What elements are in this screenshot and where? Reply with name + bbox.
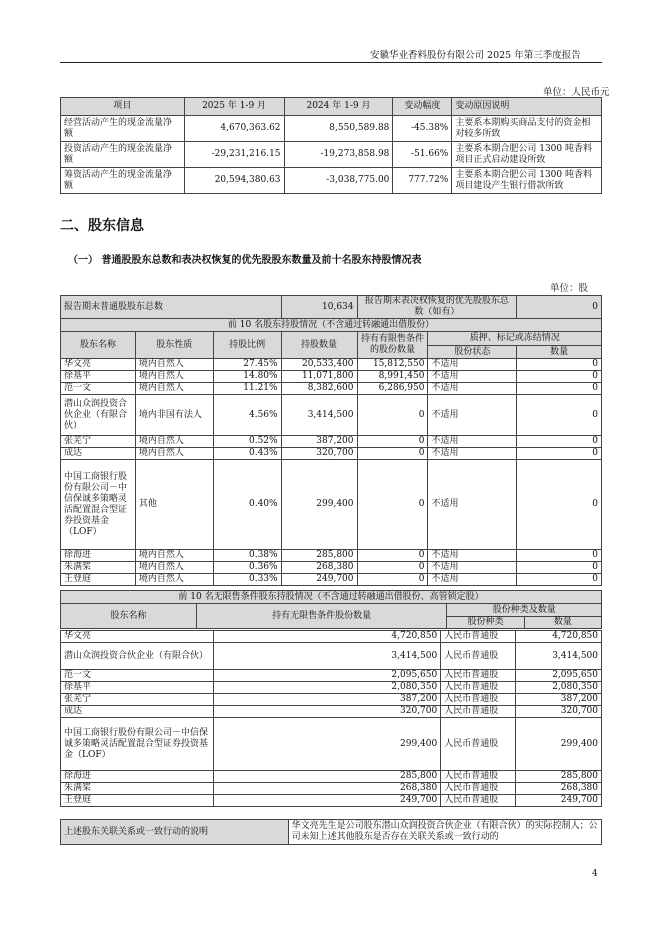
shareholder-ratio: 0.38% <box>213 550 281 562</box>
pledge-qty: 0 <box>517 460 602 550</box>
u-name: 张芜宁 <box>61 694 214 706</box>
u-name: 潜山众润投资合伙企业（有限合伙） <box>61 643 214 670</box>
u-qty: 4,720,850 <box>516 631 602 643</box>
shareholder-quantity: 3,414,500 <box>281 395 357 436</box>
table-row <box>61 550 602 562</box>
shareholder-restricted: 0 <box>357 436 428 448</box>
col-pledge-qty: 数量 <box>517 346 602 359</box>
shareholder-quantity: 299,400 <box>281 460 357 550</box>
shareholder-ratio: 14.80% <box>213 371 281 383</box>
pledge-status: 不适用 <box>428 460 517 550</box>
table-row <box>61 783 602 795</box>
cashflow-change: -45.38% <box>393 116 452 142</box>
u-col-name: 股东名称 <box>61 604 197 629</box>
top10-title-row <box>61 319 602 332</box>
shareholder-ratio: 27.45% <box>213 359 281 371</box>
table-row <box>61 670 602 682</box>
u-quantity: 2,095,650 <box>213 670 441 682</box>
shareholder-name: 王登庭 <box>61 574 136 586</box>
page-number: 4 <box>592 869 598 879</box>
unrestricted-body-table <box>60 630 602 807</box>
shareholder-nature: 境内自然人 <box>135 359 213 371</box>
u-name: 徐基平 <box>61 682 214 694</box>
shareholder-restricted: 8,991,450 <box>357 371 428 383</box>
shareholder-nature: 境内自然人 <box>135 436 213 448</box>
header-rule <box>60 62 602 63</box>
u-qty: 2,095,650 <box>516 670 602 682</box>
shareholder-name: 张芜宁 <box>61 436 136 448</box>
cashflow-reason: 主要系本期合肥公司 1300 吨香料项目建设产生银行借款所致 <box>452 168 602 194</box>
shareholder-restricted: 0 <box>357 562 428 574</box>
u-qty: 268,380 <box>516 783 602 795</box>
cashflow-change: -51.66% <box>393 142 452 168</box>
shareholder-quantity: 11,071,800 <box>281 371 357 383</box>
cashflow-value-2024: 8,550,589.88 <box>284 116 393 142</box>
shareholder-ratio: 0.36% <box>213 562 281 574</box>
pledge-qty: 0 <box>517 448 602 460</box>
total-shareholders-label: 报告期末普通股股东总数 <box>61 296 282 319</box>
table-row <box>61 395 602 436</box>
table-row <box>61 562 602 574</box>
shareholder-nature: 境内自然人 <box>135 371 213 383</box>
col-pledge-group: 质押、标记或冻结情况 <box>428 332 602 346</box>
total-shareholders-value: 10,634 <box>281 296 357 319</box>
relation-row <box>61 820 602 845</box>
u-name: 华文亮 <box>61 631 214 643</box>
u-type: 人民币普通股 <box>441 694 516 706</box>
shareholder-ratio: 0.43% <box>213 448 281 460</box>
cashflow-value-2025: -29,231,216.15 <box>184 142 284 168</box>
u-qty: 3,414,500 <box>516 643 602 670</box>
page-header: 安徽华业香料股份有限公司 2025 年第三季度报告 <box>370 50 581 61</box>
u-type: 人民币普通股 <box>441 631 516 643</box>
table-row <box>61 116 602 142</box>
cashflow-table <box>60 97 602 194</box>
pledge-status: 不适用 <box>428 359 517 371</box>
shareholder-name: 潜山众润投资合伙企业（有限合伙） <box>61 395 136 436</box>
shareholder-nature: 境内自然人 <box>135 550 213 562</box>
preferred-shareholders-value: 0 <box>517 296 602 319</box>
shareholder-name: 范一文 <box>61 383 136 395</box>
u-type: 人民币普通股 <box>441 795 516 807</box>
u-col-quantity: 持有无限售条件股份数量 <box>196 604 447 629</box>
shareholder-nature: 其他 <box>135 460 213 550</box>
section-title: 二、股东信息 <box>60 218 144 234</box>
preferred-shareholders-label: 报告期末表决权恢复的优先股股东总数（如有） <box>357 296 517 319</box>
u-name: 范一文 <box>61 670 214 682</box>
table-row <box>61 383 602 395</box>
u-type: 人民币普通股 <box>441 643 516 670</box>
pledge-qty: 0 <box>517 395 602 436</box>
shareholder-name: 朱满桨 <box>61 562 136 574</box>
relation-text: 华文亮先生是公司股东潜山众润投资合伙企业（有限合伙）的实际控制人；公司未知上述其他股东是否存在关联关系或一致行动的 <box>288 820 601 845</box>
u-quantity: 2,080,350 <box>213 682 441 694</box>
u-qty: 2,080,350 <box>516 682 602 694</box>
cashflow-reason: 主要系本期合肥公司 1300 吨香料项目正式启动建设所致 <box>452 142 602 168</box>
pledge-qty: 0 <box>517 383 602 395</box>
table-row <box>61 706 602 718</box>
shareholder-nature: 境内自然人 <box>135 383 213 395</box>
pledge-status: 不适用 <box>428 371 517 383</box>
shareholder-restricted: 6,286,950 <box>357 383 428 395</box>
u-name: 徐海进 <box>61 771 214 783</box>
u-qty: 249,700 <box>516 795 602 807</box>
top10-title: 前 10 名股东持股情况（不含通过转融通出借股份） <box>61 319 602 332</box>
relation-label: 上述股东关联关系或一致行动的说明 <box>61 820 289 845</box>
pledge-status: 不适用 <box>428 383 517 395</box>
unrestricted-table <box>60 590 602 629</box>
u-type: 人民币普通股 <box>441 783 516 795</box>
col-ratio: 持股比例 <box>213 332 281 359</box>
col-pledge-status: 股份状态 <box>428 346 517 359</box>
cashflow-value-2024: -3,038,775.00 <box>284 168 393 194</box>
unrestricted-title: 前 10 名无限售条件股东持股情况（不含通过转融通出借股份、高管锁定股） <box>61 591 602 604</box>
table-row <box>61 448 602 460</box>
cashflow-value-2024: -19,273,858.98 <box>284 142 393 168</box>
table-row <box>61 631 602 643</box>
u-quantity: 249,700 <box>213 795 441 807</box>
shareholder-nature: 境内自然人 <box>135 448 213 460</box>
table-row <box>61 682 602 694</box>
pledge-status: 不适用 <box>428 395 517 436</box>
shareholder-ratio: 0.40% <box>213 460 281 550</box>
cashflow-unit: 单位：人民币元 <box>543 87 610 98</box>
u-type: 人民币普通股 <box>441 670 516 682</box>
u-quantity: 3,414,500 <box>213 643 441 670</box>
u-qty: 320,700 <box>516 706 602 718</box>
u-quantity: 387,200 <box>213 694 441 706</box>
shareholder-quantity: 249,700 <box>281 574 357 586</box>
u-name: 朱满桨 <box>61 783 214 795</box>
table-row <box>61 359 602 371</box>
u-qty: 285,800 <box>516 771 602 783</box>
cashflow-value-2025: 20,594,380.63 <box>184 168 284 194</box>
shareholder-ratio: 0.33% <box>213 574 281 586</box>
shareholder-total-row <box>61 296 602 319</box>
cashflow-header-row <box>61 98 602 116</box>
table-row <box>61 436 602 448</box>
u-col-type-group: 股份种类及数量 <box>447 604 602 617</box>
shareholder-restricted: 0 <box>357 448 428 460</box>
subsection-title: （一） 普通股股东总数和表决权恢复的优先股股东数量及前十名股东持股情况表 <box>68 255 422 266</box>
pledge-qty: 0 <box>517 359 602 371</box>
shareholders-header-row <box>61 332 602 346</box>
shareholders-unit: 单位：股 <box>550 283 589 294</box>
table-row <box>61 718 602 771</box>
u-type: 人民币普通股 <box>441 706 516 718</box>
pledge-qty: 0 <box>517 562 602 574</box>
pledge-status: 不适用 <box>428 550 517 562</box>
pledge-qty: 0 <box>517 550 602 562</box>
shareholder-name: 华文亮 <box>61 359 136 371</box>
shareholder-nature: 境内自然人 <box>135 574 213 586</box>
u-quantity: 285,800 <box>213 771 441 783</box>
cashflow-col-reason: 变动原因说明 <box>452 98 602 116</box>
u-type: 人民币普通股 <box>441 682 516 694</box>
cashflow-col-2024: 2024 年 1-9 月 <box>284 98 393 116</box>
u-name: 中国工商银行股份有限公司－中信保诚多策略灵活配置混合型证券投资基金（LOF） <box>61 718 214 771</box>
col-name: 股东名称 <box>61 332 136 359</box>
cashflow-col-2025: 2025 年 1-9 月 <box>184 98 284 116</box>
cashflow-reason: 主要系本期购买商品支付的资金相对较多所致 <box>452 116 602 142</box>
pledge-status: 不适用 <box>428 436 517 448</box>
shareholder-quantity: 387,200 <box>281 436 357 448</box>
cashflow-item: 经营活动产生的现金流量净额 <box>61 116 185 142</box>
cashflow-col-change: 变动幅度 <box>393 98 452 116</box>
cashflow-value-2025: 4,670,363.62 <box>184 116 284 142</box>
shareholder-ratio: 4.56% <box>213 395 281 436</box>
cashflow-col-item: 项目 <box>61 98 185 116</box>
shareholder-nature: 境内非国有法人 <box>135 395 213 436</box>
shareholder-name: 徐基平 <box>61 371 136 383</box>
table-row <box>61 168 602 194</box>
relation-table <box>60 819 602 845</box>
shareholder-restricted: 0 <box>357 550 428 562</box>
u-qty: 299,400 <box>516 718 602 771</box>
cashflow-item: 投资活动产生的现金流量净额 <box>61 142 185 168</box>
table-row <box>61 795 602 807</box>
table-row <box>61 574 602 586</box>
unrestricted-header-row <box>61 604 602 617</box>
u-qty: 387,200 <box>516 694 602 706</box>
shareholder-quantity: 20,533,400 <box>281 359 357 371</box>
shareholder-name: 徐海进 <box>61 550 136 562</box>
col-quantity: 持股数量 <box>281 332 357 359</box>
u-name: 成达 <box>61 706 214 718</box>
u-quantity: 268,380 <box>213 783 441 795</box>
table-row <box>61 643 602 670</box>
pledge-status: 不适用 <box>428 574 517 586</box>
cashflow-item: 筹资活动产生的现金流量净额 <box>61 168 185 194</box>
pledge-qty: 0 <box>517 574 602 586</box>
pledge-qty: 0 <box>517 371 602 383</box>
unrestricted-title-row <box>61 591 602 604</box>
col-nature: 股东性质 <box>135 332 213 359</box>
col-restricted: 持有有限售条件的股份数量 <box>357 332 428 359</box>
shareholder-restricted: 0 <box>357 395 428 436</box>
table-row <box>61 142 602 168</box>
shareholder-ratio: 11.21% <box>213 383 281 395</box>
pledge-status: 不适用 <box>428 562 517 574</box>
u-type: 人民币普通股 <box>441 771 516 783</box>
shareholder-nature: 境内自然人 <box>135 562 213 574</box>
u-quantity: 4,720,850 <box>213 631 441 643</box>
pledge-status: 不适用 <box>428 448 517 460</box>
pledge-qty: 0 <box>517 436 602 448</box>
u-type: 人民币普通股 <box>441 718 516 771</box>
u-name: 王登庭 <box>61 795 214 807</box>
table-row <box>61 371 602 383</box>
shareholders-table <box>60 295 602 586</box>
shareholder-restricted: 0 <box>357 574 428 586</box>
shareholder-name: 成达 <box>61 448 136 460</box>
shareholder-quantity: 268,380 <box>281 562 357 574</box>
shareholder-restricted: 0 <box>357 460 428 550</box>
table-row <box>61 771 602 783</box>
shareholder-quantity: 8,382,600 <box>281 383 357 395</box>
cashflow-change: 777.72% <box>393 168 452 194</box>
shareholder-ratio: 0.52% <box>213 436 281 448</box>
table-row <box>61 694 602 706</box>
table-row <box>61 460 602 550</box>
u-quantity: 320,700 <box>213 706 441 718</box>
shareholder-restricted: 15,812,550 <box>357 359 428 371</box>
shareholder-quantity: 320,700 <box>281 448 357 460</box>
u-quantity: 299,400 <box>213 718 441 771</box>
shareholder-name: 中国工商银行股份有限公司－中信保诚多策略灵活配置混合型证券投资基金（LOF） <box>61 460 136 550</box>
u-col-type: 股份种类 <box>447 617 524 629</box>
u-col-qty: 数量 <box>524 617 601 629</box>
shareholder-quantity: 285,800 <box>281 550 357 562</box>
